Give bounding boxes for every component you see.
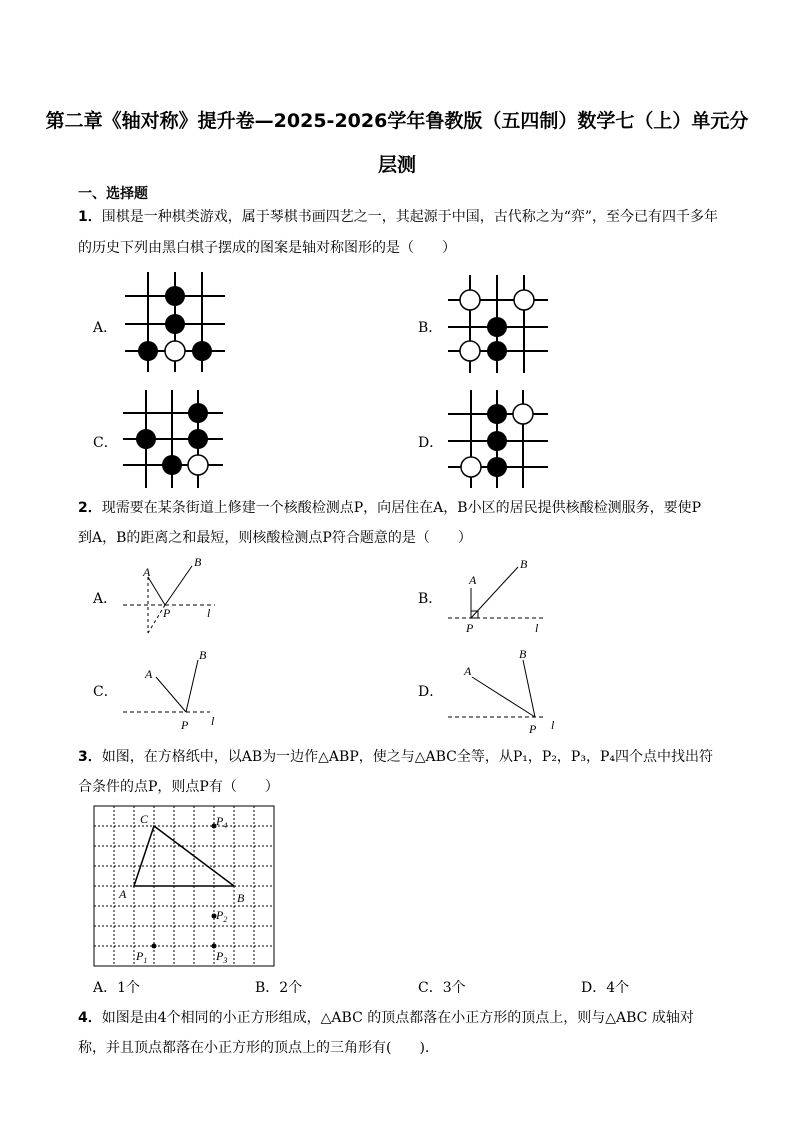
q3-option-b: B．2个 bbox=[255, 980, 303, 996]
q1-text-line1: 1．围棋是一种棋类游戏，属于琴棋书画四艺之一，其起源于中国，古代称之为“弈”，至今已有四千多年 bbox=[78, 209, 719, 225]
section-heading: 一、选择题 bbox=[78, 186, 148, 202]
q2a-label-l: l bbox=[207, 606, 211, 620]
q4-text-line2: 称，并且顶点都落在小正方形的顶点上的三角形有( ). bbox=[78, 1040, 430, 1056]
q3-label-p2: $P_2$ bbox=[216, 908, 228, 924]
q2-figure-c bbox=[120, 645, 230, 735]
q1-go-board-c bbox=[120, 390, 225, 488]
q2c-label-p: P bbox=[181, 718, 189, 732]
q3-label-a: A bbox=[119, 887, 127, 901]
q3-label-p1: $P_1$ bbox=[136, 949, 148, 965]
q3-number: 3． bbox=[78, 749, 102, 765]
q2-figure-b bbox=[445, 555, 555, 640]
doc-title-line1: 第二章《轴对称》提升卷—2025-2026学年鲁教版（五四制）数学七（上）单元分 bbox=[45, 110, 749, 132]
q2b-label-b: B bbox=[520, 557, 528, 571]
q1-option-b: B． bbox=[418, 320, 443, 336]
q1-go-board-b bbox=[445, 275, 550, 373]
q2d-label-l: l bbox=[551, 718, 555, 732]
q2a-label-b: B bbox=[194, 555, 202, 569]
q2-option-d: D． bbox=[418, 684, 444, 700]
q2c-label-l: l bbox=[211, 714, 215, 728]
doc-title-line2: 层测 bbox=[377, 154, 416, 176]
q3-text-line1: 3．如图，在方格纸中，以AB为一边作△ABP，使之与△ABC全等，从P₁，P₂，P₃，P₄四个点中找出符 bbox=[78, 749, 713, 765]
q2-text-line1: 2．现需要在某条街道上修建一个核酸检测点P，向居住在A，B小区的居民提供核酸检测服务，要使P bbox=[78, 500, 701, 516]
q1-go-board-a bbox=[120, 272, 230, 372]
q4-number: 4． bbox=[78, 1010, 102, 1026]
q4-text-line1: 4．如图是由4个相同的小正方形组成，△ABC 的顶点都落在小正方形的顶点上，则与△ABC 成轴对 bbox=[78, 1010, 694, 1026]
q1-option-a: A． bbox=[93, 320, 118, 336]
q2a-label-p: P bbox=[163, 606, 171, 620]
q3-label-p3: $P_3$ bbox=[216, 949, 228, 965]
q1-option-d: D． bbox=[418, 435, 444, 451]
q1-number: 1． bbox=[78, 209, 102, 225]
q2d-label-p: P bbox=[529, 722, 537, 736]
q3-label-b: B bbox=[237, 891, 245, 905]
q2-figure-d bbox=[445, 645, 565, 735]
q3-grid-figure bbox=[94, 806, 276, 968]
q2-figure-a bbox=[120, 555, 230, 640]
q1-go-board-d bbox=[445, 390, 550, 488]
q2-option-b: B． bbox=[418, 591, 443, 607]
q2b-label-p: P bbox=[466, 621, 474, 635]
q2c-label-a: A bbox=[145, 667, 153, 681]
q2d-label-a: A bbox=[464, 664, 472, 678]
q2d-label-b: B bbox=[519, 647, 527, 661]
q3-option-d: D．4个 bbox=[581, 980, 630, 996]
q2a-label-a: A bbox=[143, 565, 151, 579]
q1-text-line2: 的历史下列由黑白棋子摆成的图案是轴对称图形的是（ ） bbox=[78, 240, 456, 256]
q3-option-a: A．1个 bbox=[93, 980, 141, 996]
q2-option-a: A． bbox=[93, 591, 118, 607]
q2-text-line2: 到A，B的距离之和最短，则核酸检测点P符合题意的是（ ） bbox=[78, 530, 472, 546]
q2c-label-b: B bbox=[199, 648, 207, 662]
q2-number: 2． bbox=[78, 500, 102, 516]
q3-text-line2: 合条件的点P，则点P有（ ） bbox=[78, 779, 279, 795]
q1-option-c: C． bbox=[93, 435, 118, 451]
q3-label-c: C bbox=[140, 812, 149, 826]
q3-label-p4: $P_4$ bbox=[216, 814, 228, 830]
q3-option-c: C．3个 bbox=[418, 980, 466, 996]
q2b-label-a: A bbox=[469, 573, 477, 587]
q2-option-c: C． bbox=[93, 684, 118, 700]
q2b-label-l: l bbox=[535, 621, 539, 635]
